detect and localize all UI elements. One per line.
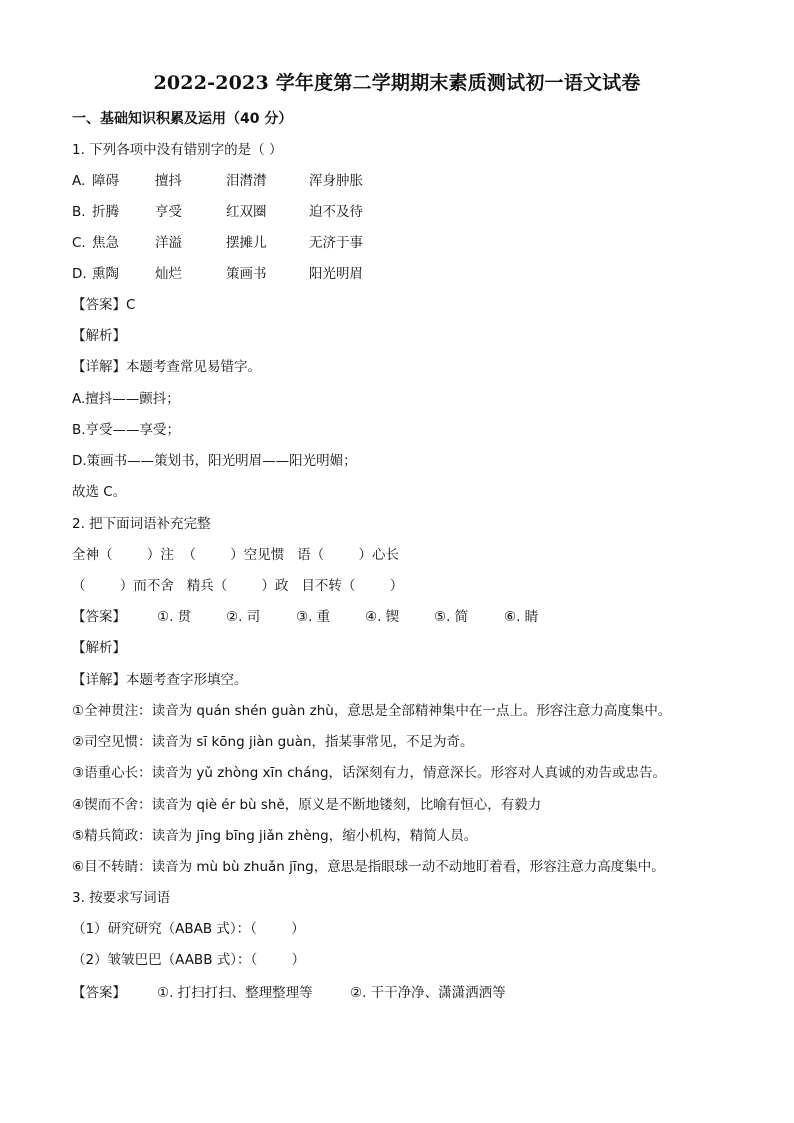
q2-detail: 【详解】本题考查字形填空。 xyxy=(72,672,248,688)
option-word: 焦急 xyxy=(92,235,119,251)
option-word: 障碍 xyxy=(92,173,119,189)
option-word: 洋溢 xyxy=(155,235,182,251)
section-heading: 一、基础知识积累及运用（40 分） xyxy=(72,111,293,127)
q1-stem: 1. 下列各项中没有错别字的是（ ） xyxy=(72,142,283,158)
q2-explain-line: ③语重心长：读音为 yǔ zhòng xīn cháng，话深刻有力，情意深长。形容对人真诚的劝告或忠告。 xyxy=(72,765,667,781)
answer-item: ②. 司 xyxy=(226,609,261,625)
q1-explain-line: 故选 C。 xyxy=(72,484,127,500)
q2-explain-line: ⑤精兵简政：读音为 jīng bīng jiǎn zhèng，缩小机构，精简人员。 xyxy=(72,828,478,844)
answer-value: C xyxy=(126,297,136,313)
q2-explain-line: ④锲而不舍：读音为 qiè ér bù shě，原义是不断地镂刻，比喻有恒心，有毅力 xyxy=(72,797,542,813)
option-word: 红双圈 xyxy=(226,204,267,220)
answer-label: 【答案】 xyxy=(72,609,126,625)
option-word: 泪潸潸 xyxy=(226,173,267,189)
answer-item: ①. 贯 xyxy=(157,609,192,625)
q1-detail: 【详解】本题考查常见易错字。 xyxy=(72,359,261,375)
option-letter: A. xyxy=(72,173,86,189)
answer-item: ②. 干干净净、潇潇洒洒等 xyxy=(350,985,506,1001)
q2-explain-line: ⑥目不转睛：读音为 mù bù zhuǎn jīng，意思是指眼球一动不动地盯着看，形容注意力高度集中。 xyxy=(72,859,665,875)
option-word: 熏陶 xyxy=(92,266,119,282)
q3-item: （1）研究研究（ABAB 式）：（ ） xyxy=(72,921,305,937)
option-word: 折腾 xyxy=(92,204,119,220)
q2-stem: 2. 把下面词语补充完整 xyxy=(72,516,211,532)
option-word: 迫不及待 xyxy=(309,204,363,220)
option-letter: C. xyxy=(72,235,86,251)
q2-explain-line: ①全神贯注：读音为 quán shén guàn zhù，意思是全部精神集中在一点上。形容注意力高度集中。 xyxy=(72,703,672,719)
q1-explain-line: B.亨受——享受； xyxy=(72,422,181,438)
q1-answer xyxy=(72,296,135,314)
q1-explain-line: D.策画书——策划书，阳光明眉——阳光明媚； xyxy=(72,453,357,469)
answer-item: ⑥. 睛 xyxy=(504,609,539,625)
q3-stem: 3. 按要求写词语 xyxy=(72,890,171,906)
option-word: 亨受 xyxy=(155,204,182,220)
q2-explain-line: ②司空见惯：读音为 sī kōng jiàn guàn，指某事常见，不足为奇。 xyxy=(72,734,474,750)
option-word: 摆摊儿 xyxy=(226,235,267,251)
option-word: 灿烂 xyxy=(155,266,182,282)
option-letter: B. xyxy=(72,204,86,220)
q1-explain-line: A.擅抖——颤抖； xyxy=(72,391,180,407)
q2-analysis-label: 【解析】 xyxy=(72,640,126,656)
answer-item: ④. 锲 xyxy=(365,609,400,625)
option-word: 无济于事 xyxy=(309,235,363,251)
option-letter: D. xyxy=(72,266,87,282)
option-word: 擅抖 xyxy=(155,173,182,189)
q1-analysis-label: 【解析】 xyxy=(72,328,126,344)
q3-item: （2）皱皱巴巴（AABB 式）：（ ） xyxy=(72,952,306,968)
option-word: 浑身肿胀 xyxy=(309,173,363,189)
page-title: 2022-2023 学年度第二学期期末素质测试初一语文试卷 xyxy=(153,72,641,94)
answer-item: ①. 打扫打扫、整理整理等 xyxy=(157,985,313,1001)
option-word: 阳光明眉 xyxy=(309,266,363,282)
option-word: 策画书 xyxy=(226,266,267,282)
answer-label: 【答案】 xyxy=(72,985,126,1001)
q2-blank-row: 全神（ ）注 （ ）空见惯 语（ ）心长 xyxy=(72,547,399,563)
answer-item: ③. 重 xyxy=(296,609,331,625)
q2-blank-row: （ ）而不舍 精兵（ ）政 目不转（ ） xyxy=(72,578,404,594)
answer-item: ⑤. 简 xyxy=(434,609,469,625)
answer-label: 【答案】 xyxy=(72,297,126,313)
